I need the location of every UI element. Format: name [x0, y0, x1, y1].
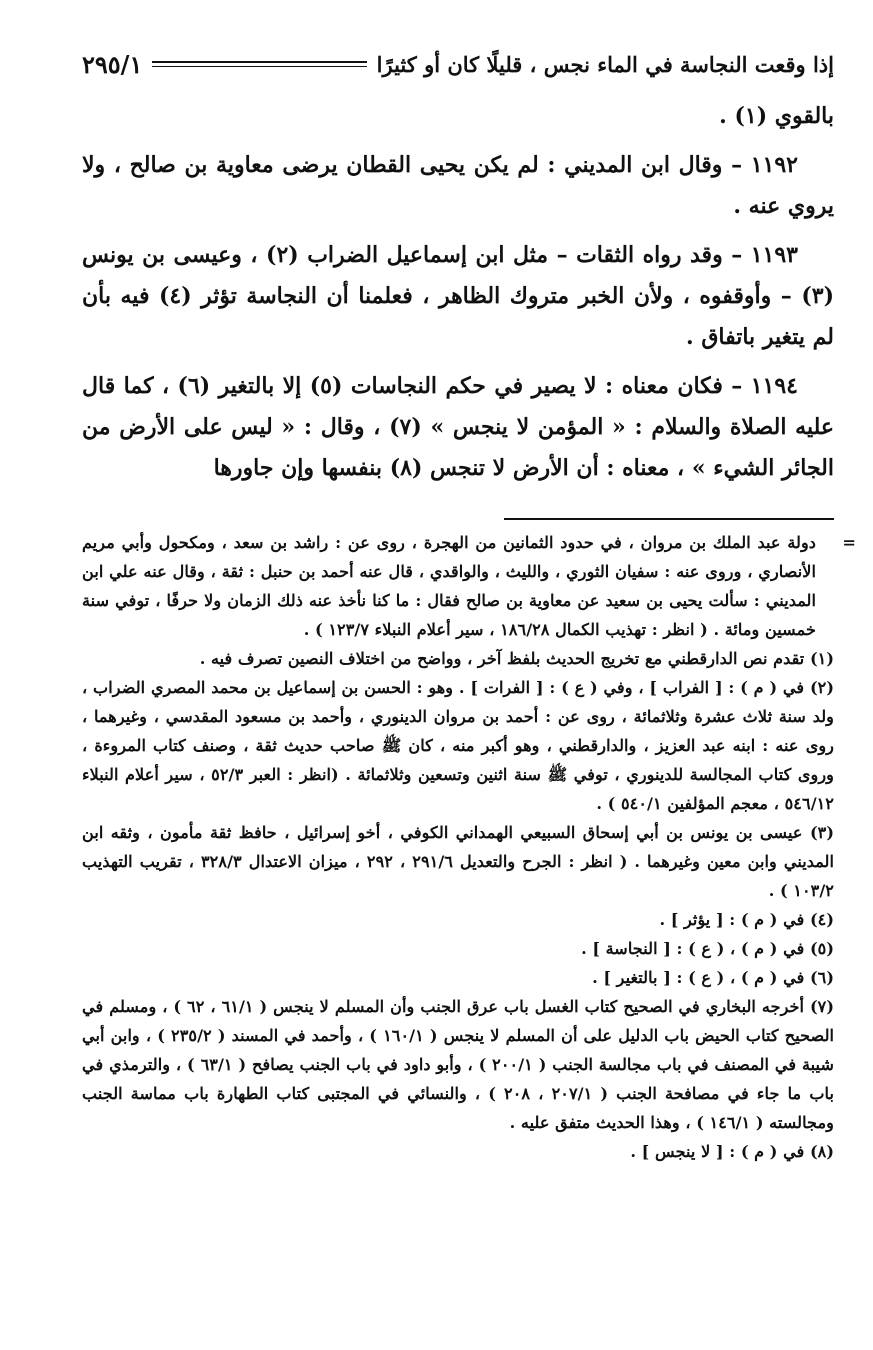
footnote-3: (٣) عيسى بن يونس بن أبي إسحاق السبيعي الهمداني الكوفي ، أخو إسرائيل ، حافظ ثقة مأمون ، وثقه ابن المديني وابن معين وغيرهما . ( انظر : الجرح والتعديل ٢٩١/٦ ، ٢٩٢ ، ميزان الاعتدال ٣٢٨/٣ ، تقريب التهذيب ١٠٣/٢ ) .	[82, 823, 834, 900]
footnote-5: (٥) في ( م ) ، ( ع ) : [ النجاسة ] .	[581, 939, 834, 958]
footnote-separator	[504, 518, 834, 520]
continuation-marker: =	[842, 533, 856, 552]
header-rule	[152, 61, 366, 67]
footnotes	[82, 528, 856, 1166]
footnote-1: (١) تقدم نص الدارقطني مع تخريج الحديث بلفظ آخر ، وواضح من اختلاف النصين تصرف فيه .	[199, 649, 834, 668]
main-text	[82, 96, 834, 497]
paragraph-continuation: بالقوي (١) .	[719, 103, 834, 129]
paragraph-1194: ١١٩٤ – فكان معناه : لا يصير في حكم النجاسات (٥) إلا بالتغير (٦) ، كما قال عليه الصلاة والسلام : « المؤمن لا ينجس » (٧) ، وقال : « ليس على الأرض من الجائر الشيء » ، معناه : أن الأرض لا تنجس (٨) بنفسها وإن جاورها	[82, 373, 835, 481]
footnote-continuation-text: دولة عبد الملك بن مروان ، في حدود الثمانين من الهجرة ، روى عن : راشد بن سعد ، ومكحول وأبي مريم الأنصاري ، وروى عنه : سفيان الثوري ، والليث ، والواقدي ، قال عنه أحمد بن حنبل : ثقة ، وقال عنه علي ابن المديني : سألت يحيى بن سعيد عن معاوية بن صالح فقال : ما كنا نأخذ عنه ذلك الزمان ولا حرفًا ، توفي سنة خمسين ومائة . ( انظر : تهذيب الكمال ١٨٦/٢٨ ، سير أعلام النبلاء ١٢٣/٧ ) .	[82, 533, 816, 639]
page-number: ٢٩٥/١	[82, 49, 143, 79]
footnote-2: (٢) في ( م ) : [ الفراب ] ، وفي ( ع ) : [ الفرات ] . وهو : الحسن بن إسماعيل بن محمد المصري الضراب ، ولد سنة ثلاث عشرة وثلاثمائة ، روى عن : أحمد بن مروان الدينوري ، وأحمد بن مسعود المقدسي ، وغيرهما ، روى عنه : ابنه عبد العزيز ، والدارقطني ، وهو أكبر منه ، كان ﷺ صاحب حديث ثقة ، وصنف كتاب المروءة ، وروى كتاب المجالسة للدينوري ، توفي ﷺ سنة اثنين وتسعين وثلاثمائة . (انظر : العبر ٥٢/٣ ، سير أعلام النبلاء ٥٤٦/١٢ ، معجم المؤلفين ٥٤٠/١ ) .	[82, 678, 834, 813]
footnote-continuation	[82, 528, 856, 644]
footnote-6: (٦) في ( م ) ، ( ع ) : [ بالتغير ] .	[592, 968, 834, 987]
running-header	[82, 40, 834, 88]
paragraph-1192: ١١٩٢ – وقال ابن المديني : لم يكن يحيى القطان يرضى معاوية بن صالح ، ولا يروي عنه .	[82, 152, 834, 219]
header-title: إذا وقعت النجاسة في الماء نجس ، قليلًا كان أو كثيرًا	[376, 51, 834, 77]
footnote-8: (٨) في ( م ) : [ لا ينجس ] .	[630, 1142, 834, 1161]
paragraph-1193: ١١٩٣ – وقد رواه الثقات – مثل ابن إسماعيل الضراب (٢) ، وعيسى بن يونس (٣) – وأوقفوه ، ولأن الخبر متروك الظاهر ، فعلمنا أن النجاسة تؤثر (٤) فيه بأن لم يتغير باتفاق .	[82, 242, 834, 350]
footnote-7: (٧) أخرجه البخاري في الصحيح كتاب الغسل باب عرق الجنب وأن المسلم لا ينجس ( ٦١/١ ، ٦٢ ) ، ومسلم في الصحيح كتاب الحيض باب الدليل على أن المسلم لا ينجس ( ١٦٠/١ ) ، وأحمد في المسند ( ٢٣٥/٢ ) ، وابن أبي شيبة في المصنف في باب مجالسة الجنب ( ٢٠٠/١ ) ، وأبو داود في باب الجنب يصافح ( ٦٣/١ ) ، والترمذي في باب ما جاء في مصافحة الجنب ( ٢٠٧/١ ، ٢٠٨ ) ، والنسائي في المجتبى كتاب الطهارة باب مماسة الجنب ومجالسته ( ١٤٦/١ ) ، وهذا الحديث متفق عليه .	[82, 997, 835, 1132]
footnote-4: (٤) في ( م ) : [ يؤثر ] .	[659, 910, 834, 929]
